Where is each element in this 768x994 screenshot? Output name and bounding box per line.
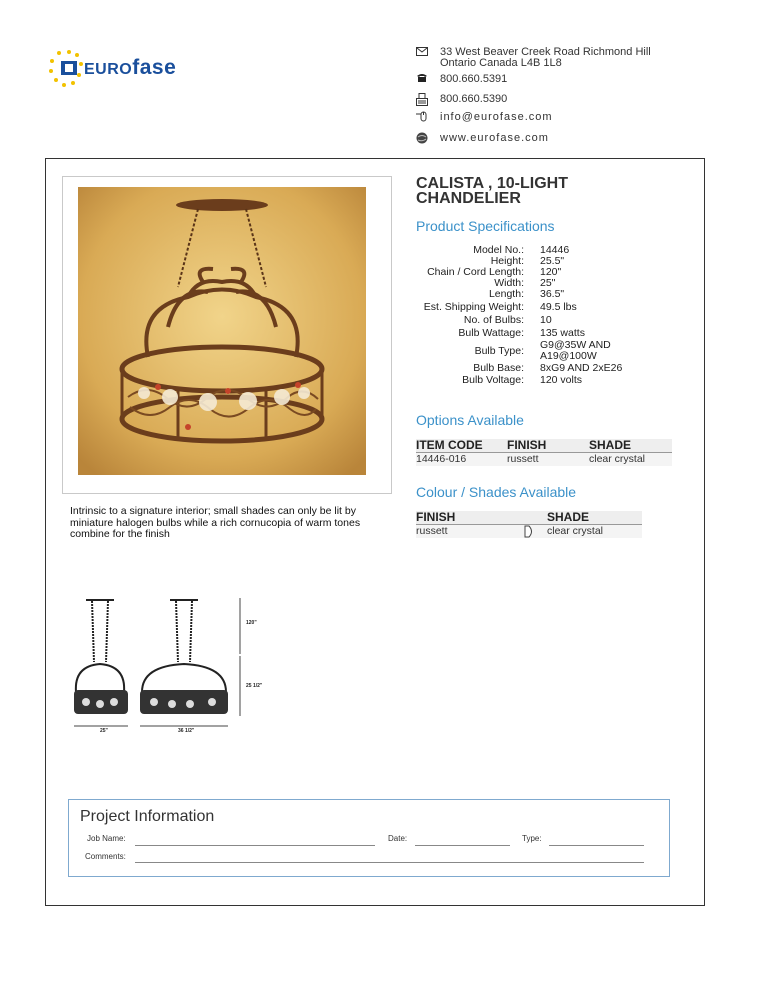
product-description: Intrinsic to a signature interior; small shades can only be lit by miniature halogen bulbs while a rich cornucopia of warm tones combine for the finish bbox=[70, 505, 361, 540]
spec-row: No. of Bulbs: 10 bbox=[463, 314, 552, 326]
comments-field[interactable] bbox=[135, 862, 644, 863]
date-label: Date: bbox=[388, 834, 408, 843]
spec-row: Bulb Type: G9@35W AND A19@100W bbox=[474, 339, 611, 362]
fax-icon bbox=[416, 93, 440, 110]
type-field[interactable] bbox=[549, 845, 644, 846]
width-dim: 25" bbox=[100, 728, 108, 734]
options-table-header: ITEM CODE FINISH SHADE bbox=[416, 439, 672, 453]
spec-row: Bulb Wattage: 135 watts bbox=[458, 327, 585, 339]
chain-length-dim: 120" bbox=[246, 620, 257, 626]
table-row: 14446-016 russett clear crystal bbox=[416, 453, 672, 466]
phone-icon bbox=[416, 73, 440, 86]
shade-icon bbox=[522, 525, 547, 538]
options-available-heading: Options Available bbox=[416, 412, 524, 428]
spec-row: Chain / Cord Length: 120" bbox=[427, 266, 562, 278]
job-name-field[interactable] bbox=[135, 845, 375, 846]
spec-row: Est. Shipping Weight: 49.5 lbs bbox=[423, 301, 577, 313]
colour-shades-table bbox=[416, 511, 642, 538]
specs-table bbox=[416, 244, 650, 386]
contact-website[interactable]: www.eurofase.com bbox=[416, 132, 549, 147]
product-specifications-heading: Product Specifications bbox=[416, 218, 555, 234]
date-field[interactable] bbox=[415, 845, 510, 846]
options-table bbox=[416, 439, 672, 466]
globe-icon bbox=[416, 132, 440, 147]
comments-label: Comments: bbox=[85, 852, 126, 861]
contact-email[interactable]: info@eurofase.com bbox=[416, 111, 553, 126]
type-label: Type: bbox=[522, 834, 542, 843]
envelope-icon bbox=[416, 47, 440, 60]
contact-address bbox=[416, 47, 651, 69]
spec-row: Length: 36.5" bbox=[488, 288, 565, 300]
colour-shades-heading: Colour / Shades Available bbox=[416, 484, 577, 500]
spec-row: Height: 25.5" bbox=[490, 255, 565, 267]
spec-row: Bulb Base: 8xG9 AND 2xE26 bbox=[473, 362, 623, 374]
product-title: CALISTA , 10-LIGHT CHANDELIER bbox=[416, 175, 568, 207]
height-dim: 25 1/2" bbox=[246, 683, 263, 689]
mouse-icon bbox=[416, 111, 440, 126]
product-photo bbox=[78, 187, 366, 475]
logo-wordmark: EUROfase bbox=[84, 56, 177, 79]
spec-row: Model No.: 14446 bbox=[473, 244, 570, 256]
job-name-label: Job Name: bbox=[87, 834, 126, 843]
project-information-heading: Project Information bbox=[80, 808, 215, 825]
spec-row: Bulb Voltage: 120 volts bbox=[462, 374, 583, 386]
length-dim: 36 1/2" bbox=[178, 728, 195, 734]
contact-phone: 800.660.5391 bbox=[416, 73, 507, 86]
dimension-drawing bbox=[70, 592, 270, 737]
address-line1: 33 West Beaver Creek Road Richmond Hill bbox=[440, 46, 651, 58]
table-row: russett clear crystal bbox=[416, 525, 642, 538]
colour-table-header: FINISH SHADE bbox=[416, 511, 642, 525]
address-line2: Ontario Canada L4B 1L8 bbox=[440, 57, 562, 69]
contact-fax: 800.660.5390 bbox=[416, 93, 507, 110]
spec-row: Width: 25" bbox=[494, 277, 556, 289]
